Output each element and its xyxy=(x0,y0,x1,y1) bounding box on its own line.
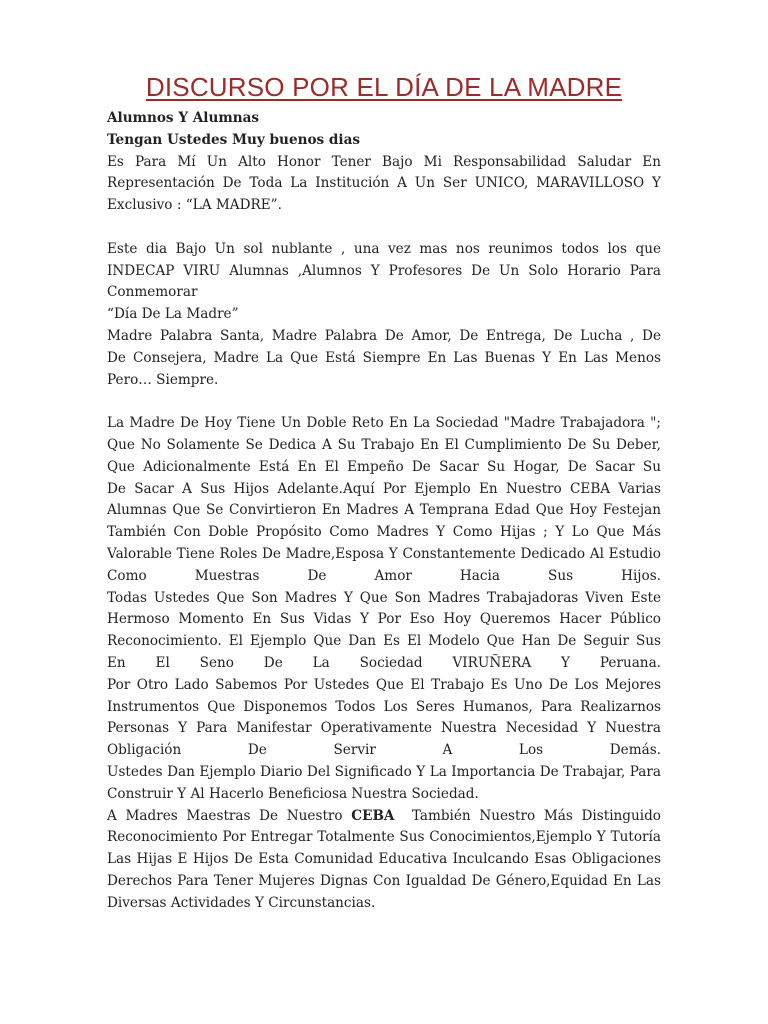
text-line: Las Hijas E Hijos De Esta Comunidad Educativa Inculcando Esas Obligaciones xyxy=(107,851,661,868)
text-line: También Con Doble Propósito Como Madres Y Como Hijas ; Y Lo Que Más xyxy=(107,524,661,541)
text-line: Valorable Tiene Roles De Madre,Esposa Y Constantemente Dedicado Al Estudio xyxy=(107,545,661,562)
text-line: Conmemorar xyxy=(107,284,198,301)
text-line: Alumnos Y Alumnas xyxy=(107,110,260,126)
document-title: DISCURSO POR EL DÍA DE LA MADRE xyxy=(145,72,623,102)
text-line: De Sacar A Sus Hijos Adelante.Aquí Por Ejemplo En Nuestro CEBA Varias xyxy=(107,480,661,497)
text-line: INDECAP VIRU Alumnas ,Alumnos Y Profesores De Un Solo Horario Para xyxy=(107,262,661,279)
text-line xyxy=(107,806,661,828)
text-line: Representación De Toda La Institución A Un Ser UNICO, MARAVILLOSO Y xyxy=(107,175,661,192)
text-line: Construir Y Al Hacerlo Beneficiosa Nuestra Sociedad. xyxy=(107,785,479,802)
text-line: En El Seno De La Sociedad VIRUÑERA Y Peruana. xyxy=(107,654,661,671)
text-line: Instrumentos Que Disponemos Todos Los Seres Humanos, Para Realizarnos xyxy=(107,698,661,715)
text-line: Por Otro Lado Sabemos Por Ustedes Que El Trabajo Es Uno De Los Mejores xyxy=(107,676,661,693)
text-line: Alumnas Que Se Convirtieron En Madres A Temprana Edad Que Hoy Festejan xyxy=(107,502,661,519)
text-line: Hermoso Momento En Sus Vidas Y Por Eso Hoy Queremos Hacer Público xyxy=(107,611,661,628)
text-line: Que Adicionalmente Está En El Empeño De Sacar Su Hogar, De Sacar Su xyxy=(107,458,661,475)
text-line: Es Para Mí Un Alto Honor Tener Bajo Mi Responsabilidad Saludar En xyxy=(107,153,661,170)
text-line: Reconocimiento Por Entregar Totalmente Sus Conocimientos,Ejemplo Y Tutoría xyxy=(107,829,661,846)
bold-word: CEBA xyxy=(351,807,395,824)
text-line: Obligación De Servir A Los Demás. xyxy=(107,742,661,759)
text-line: Reconocimiento. El Ejemplo Que Dan Es El Modelo Que Han De Seguir Sus xyxy=(107,633,661,650)
text-line: Este dia Bajo Un sol nublante , una vez mas nos reunimos todos los que xyxy=(107,240,661,257)
text-segment: También Nuestro Más Distinguido xyxy=(394,807,661,824)
text-line: Exclusivo : “LA MADRE”. xyxy=(107,197,282,214)
text-line: Madre Palabra Santa, Madre Palabra De Amor, De Entrega, De Lucha , De xyxy=(107,327,661,344)
text-line: Pero… Siempre. xyxy=(107,371,219,388)
text-line: “Día De La Madre” xyxy=(107,306,239,323)
paragraph-gap xyxy=(107,217,661,239)
text-line: Como Muestras De Amor Hacia Sus Hijos. xyxy=(107,567,661,584)
text-line: Ustedes Dan Ejemplo Diario Del Significado Y La Importancia De Trabajar, Para xyxy=(107,763,661,780)
paragraph-gap xyxy=(107,391,661,413)
document-body xyxy=(107,108,661,914)
text-line: De Consejera, Madre La Que Está Siempre En Las Buenas Y En Las Menos xyxy=(107,349,661,366)
text-segment: A Madres Maestras De Nuestro xyxy=(107,807,352,824)
text-line: Que No Solamente Se Dedica A Su Trabajo En El Cumplimiento De Su Deber, xyxy=(107,436,661,453)
text-line: Derechos Para Tener Mujeres Dignas Con Igualdad De Género,Equidad En Las xyxy=(107,872,661,889)
text-line: Tengan Ustedes Muy buenos dias xyxy=(107,131,361,148)
text-line: Personas Y Para Manifestar Operativamente Nuestra Necesidad Y Nuestra xyxy=(107,720,661,737)
text-line: La Madre De Hoy Tiene Un Doble Reto En La Sociedad "Madre Trabajadora "; xyxy=(107,415,661,432)
text-line: Diversas Actividades Y Circunstancias. xyxy=(107,894,376,911)
text-line: Todas Ustedes Que Son Madres Y Que Son Madres Trabajadoras Viven Este xyxy=(107,589,661,606)
